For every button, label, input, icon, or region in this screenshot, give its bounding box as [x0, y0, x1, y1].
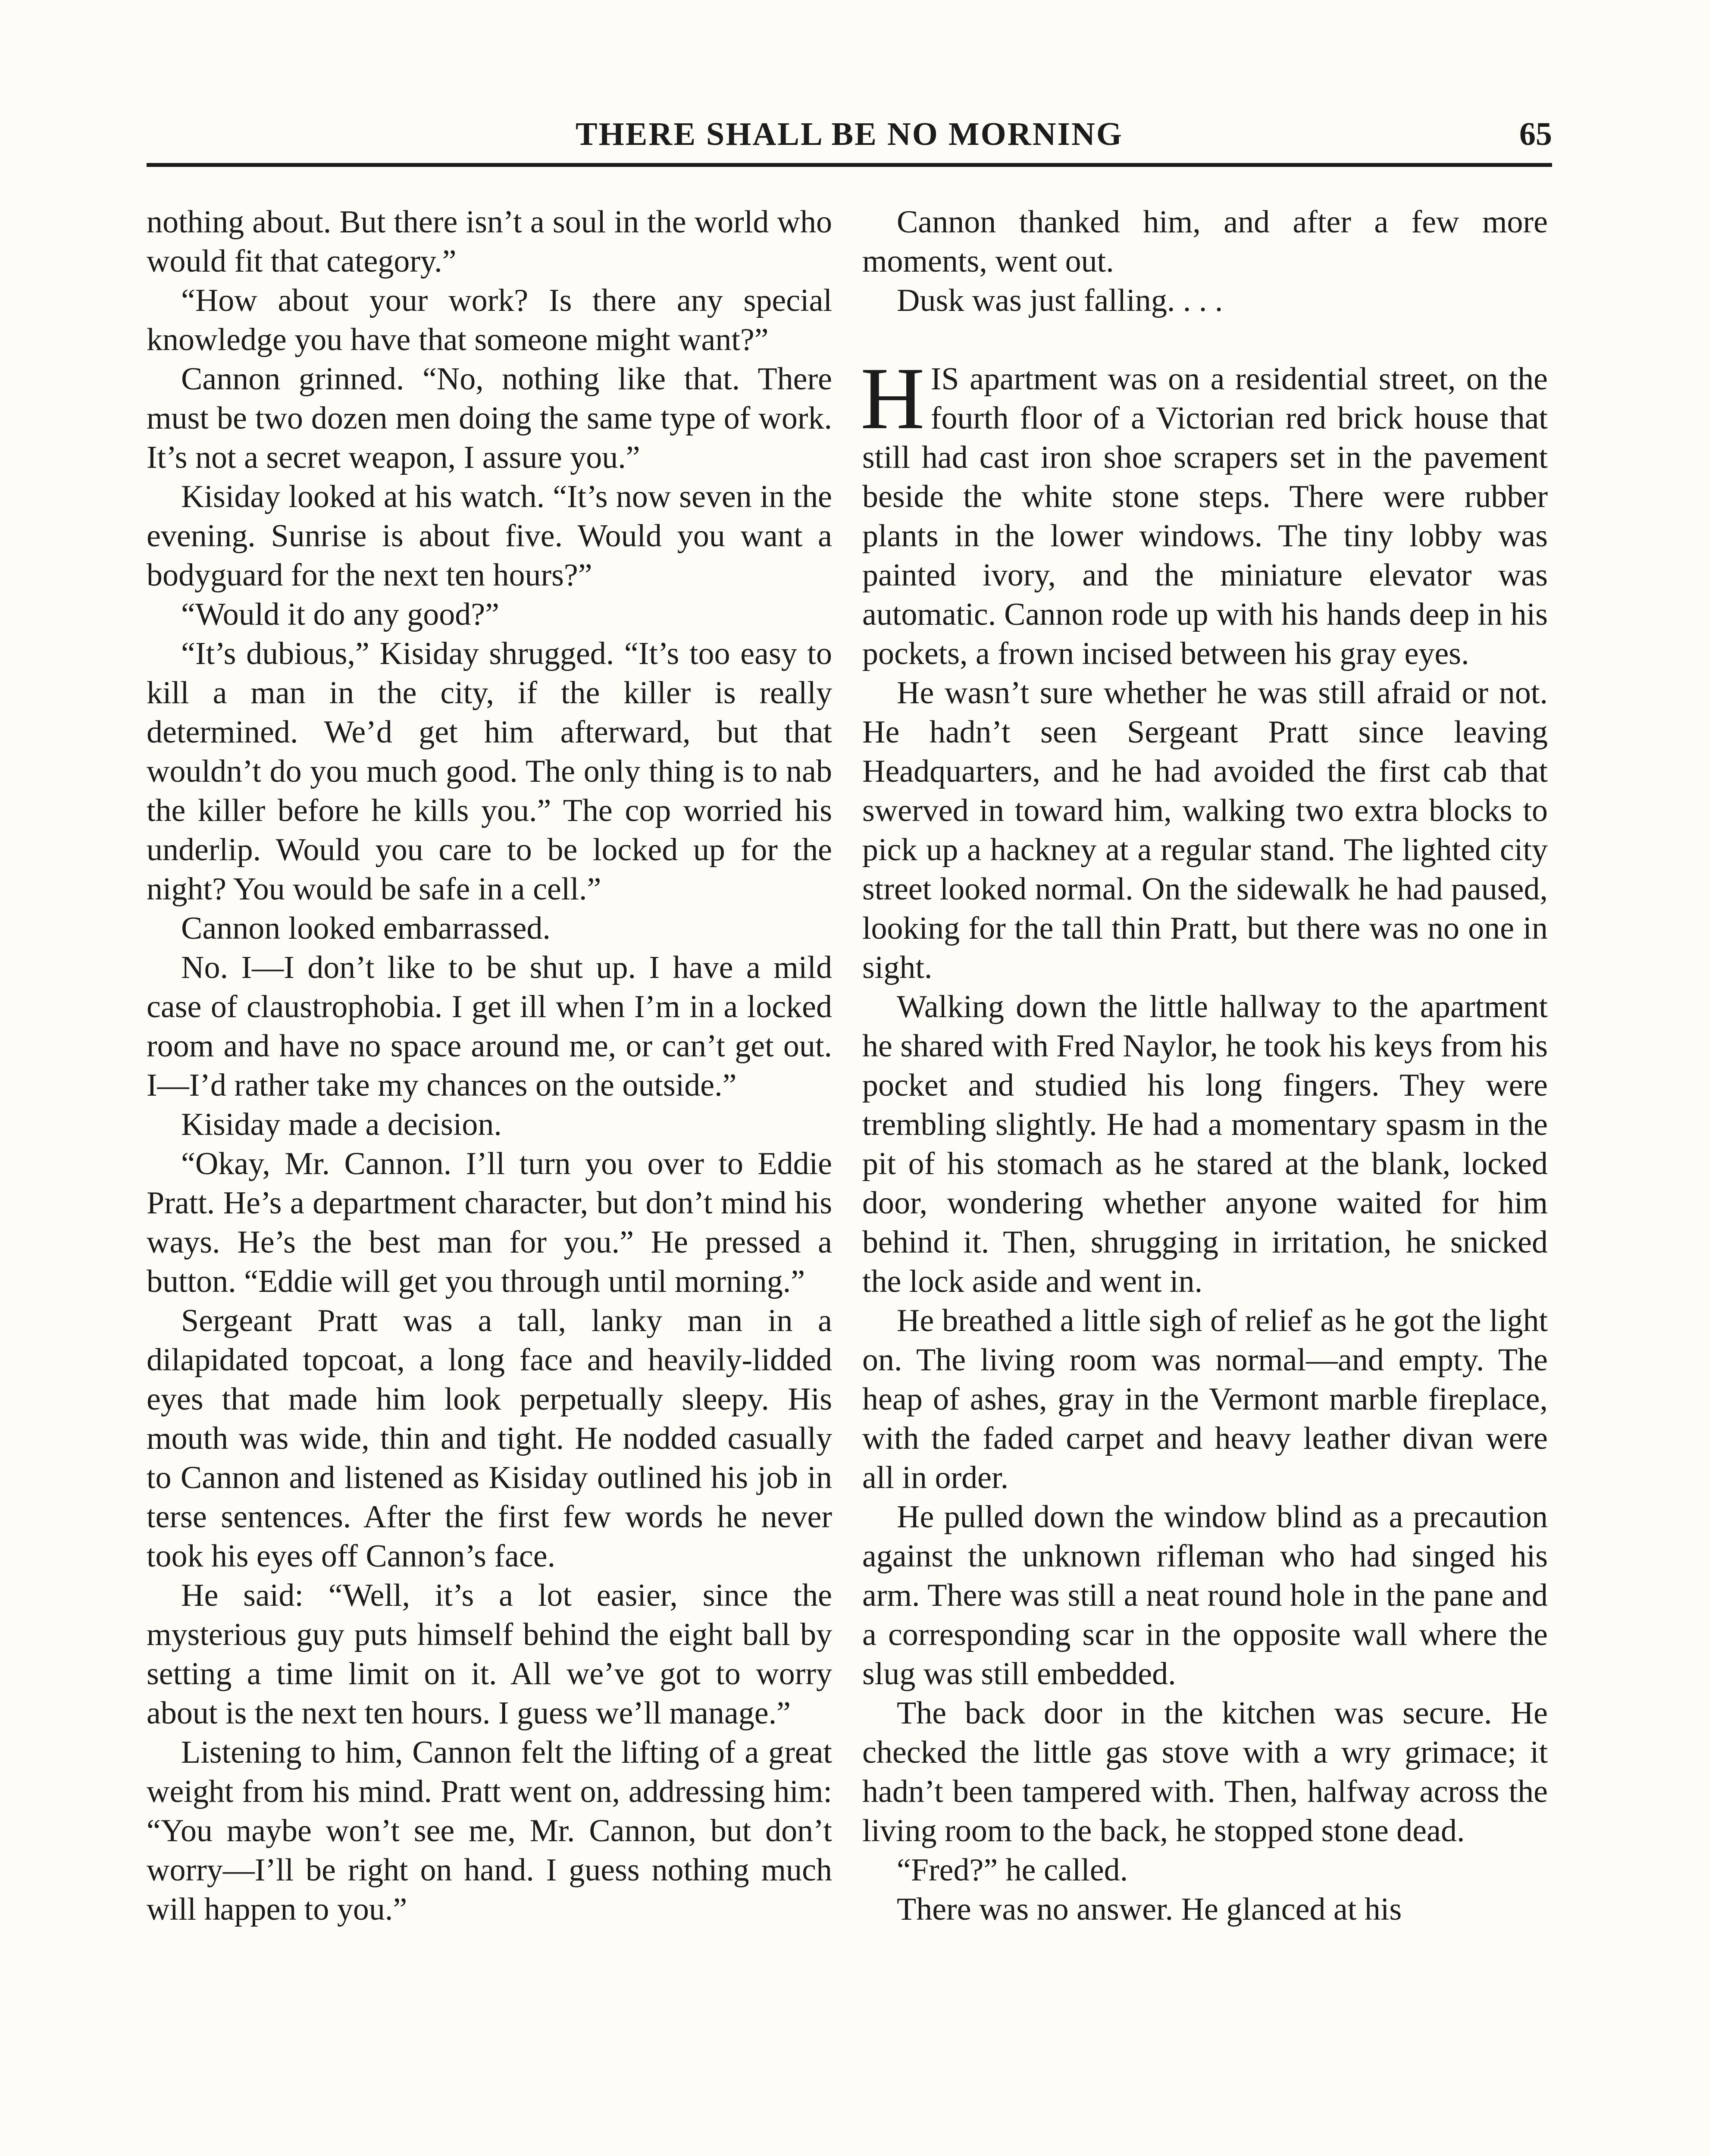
paragraph: Kisiday made a decision. — [181, 1107, 502, 1142]
section-opening-text: IS apartment was on a residential street, on the fourth floor of a Victorian red brick house that still had cast iron shoe scrapers set in the pavement beside the white stone steps. There were rubber plants in the lower windows. The tiny lobby was painted ivory, and the miniature elevator was automatic. Cannon rode up with his hands deep in his pockets, a frown incised between his gray eyes. — [862, 361, 1548, 671]
paragraph: He wasn’t sure whether he was still afraid or not. He hadn’t seen Sergeant Pratt since leaving Headquarters, and he had avoided the first cab that swerved in toward him, walking two extra blocks to pick up a hackney at a regular stand. The lighted city street looked normal. On the sidewalk he had paused, looking for the tall thin Pratt, but there was no one in sight. — [862, 675, 1548, 985]
section-opening-paragraph — [861, 349, 1548, 674]
paragraph: He pulled down the window blind as a precaution against the unknown rifleman who had singed his arm. There was still a neat round hole in the pane and a corresponding scar in the opposite wall where the slug was still embedded. — [862, 1499, 1548, 1692]
paragraph: Kisiday looked at his watch. “It’s now seven in the evening. Sunrise is about five. Would you want a bodyguard for the next ten hours?” — [147, 479, 832, 593]
paragraph: Listening to him, Cannon felt the lifting of a great weight from his mind. Pratt went on, addressing him: “You maybe won’t see me, Mr. Cannon, but don’t worry—I’ll be right on hand. I guess nothing much will happen to you.” — [147, 1735, 832, 1927]
paragraph: “Fred?” he called. — [897, 1852, 1128, 1888]
paragraph: Cannon looked embarrassed. — [181, 911, 551, 946]
paragraph: “Would it do any good?” — [181, 597, 499, 632]
header-divider — [147, 163, 1552, 167]
scene-break-paragraph: Dusk was just falling. . . . — [897, 283, 1223, 318]
drop-cap: H — [861, 349, 925, 448]
paragraph: Walking down the little hallway to the apartment he shared with Fred Naylor, he took his keys from his pocket and studied his long fingers. They were trembling slightly. He had a momentary spasm in the pit of his stomach as he stared at the blank, locked door, wondering whether anyone waited for him behind it. Then, shrugging in irritation, he snicked the lock aside and went in. — [862, 989, 1548, 1299]
paragraph: There was no answer. He glanced at his — [897, 1892, 1402, 1927]
left-column — [147, 203, 832, 1929]
paragraph: He said: “Well, it’s a lot easier, since the mysterious guy puts himself behind the eight ball by setting a time limit on it. All we’ve got to worry about is the next ten hours. I guess we’ll manage.” — [147, 1578, 832, 1731]
paragraph: He breathed a little sigh of relief as he got the light on. The living room was normal—and empty. The heap of ashes, gray in the Vermont marble fireplace, with the faded carpet and heavy leather divan were all in order. — [862, 1303, 1548, 1495]
paragraph: nothing about. But there isn’t a soul in the world who would fit that category.” — [147, 204, 832, 279]
right-column — [862, 203, 1548, 1929]
paragraph: “Okay, Mr. Cannon. I’ll turn you over to Eddie Pratt. He’s a department character, but don’t mind his ways. He’s the best man for you.” He pressed a button. “Eddie will get you through until morning.” — [147, 1146, 832, 1299]
running-title: THERE SHALL BE NO MORNING — [575, 116, 1124, 152]
page-header — [147, 116, 1552, 163]
paragraph: No. I—I don’t like to be shut up. I have a mild case of claustrophobia. I get ill when I’m in a locked room and have no space around me, or can’t get out. I—I’d rather take my chances on the outside.” — [147, 950, 832, 1103]
paragraph: “How about your work? Is there any special knowledge you have that someone might want?” — [147, 283, 832, 357]
paragraph: “It’s dubious,” Kisiday shrugged. “It’s too easy to kill a man in the city, if the killer is really determined. We’d get him afterward, but that wouldn’t do you much good. The only thing is to nab the killer before he kills you.” The cop worried his underlip. Would you care to be locked up for the night? You would be safe in a cell.” — [147, 636, 832, 907]
paragraph: Cannon thanked him, and after a few more moments, went out. — [862, 204, 1548, 279]
paragraph: Sergeant Pratt was a tall, lanky man in a dilapidated topcoat, a long face and heavily-lidded eyes that made him look perpetually sleepy. His mouth was wide, thin and tight. He nodded casually to Cannon and listened as Kisiday outlined his job in terse sentences. After the first few words he never took his eyes off Cannon’s face. — [147, 1303, 832, 1574]
page-number: 65 — [1519, 116, 1552, 152]
paragraph: Cannon grinned. “No, nothing like that. There must be two dozen men doing the same type of work. It’s not a secret weapon, I assure you.” — [147, 361, 832, 475]
paragraph: The back door in the kitchen was secure. He checked the little gas stove with a wry grimace; it hadn’t been tampered with. Then, halfway across the living room to the back, he stopped stone dead. — [862, 1695, 1548, 1849]
